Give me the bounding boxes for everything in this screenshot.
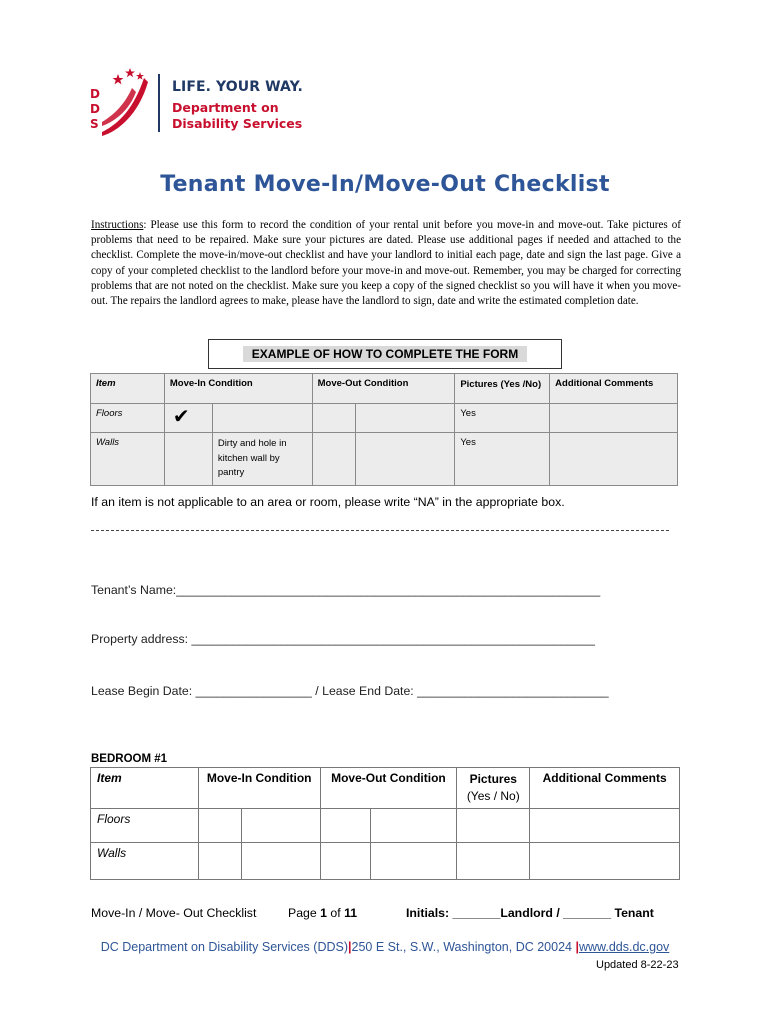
example-header-move-in: Move-In Condition bbox=[164, 374, 312, 404]
example-row-move-out-a bbox=[312, 433, 355, 486]
bedroom-header-move-out: Move-Out Condition bbox=[320, 768, 457, 809]
separator-line bbox=[91, 530, 669, 531]
footer-document-title: Move-In / Move- Out Checklist bbox=[91, 906, 257, 920]
example-row-pictures: Yes bbox=[455, 433, 550, 486]
instructions-paragraph bbox=[91, 218, 681, 309]
bedroom-cell-move-out-check[interactable] bbox=[320, 843, 371, 880]
bedroom-row-walls bbox=[91, 843, 680, 880]
footer-separator: | bbox=[348, 940, 352, 954]
example-row-pictures: Yes bbox=[455, 404, 550, 433]
bedroom-row-item: Floors bbox=[91, 809, 199, 843]
dds-logo-icon bbox=[88, 66, 150, 138]
logo-letter-s: S bbox=[90, 117, 99, 131]
logo-letter-d1: D bbox=[90, 87, 100, 101]
bedroom-heading: BEDROOM #1 bbox=[91, 753, 168, 765]
example-row-move-in-check bbox=[164, 433, 212, 486]
bedroom-header-pictures-label: Pictures bbox=[469, 772, 517, 786]
checkmark-icon: ✔ bbox=[164, 404, 212, 433]
logo-divider bbox=[158, 74, 160, 132]
example-row-move-out-a bbox=[312, 404, 355, 433]
logo-letter-d2: D bbox=[90, 102, 100, 116]
bedroom-cell-move-in-note[interactable] bbox=[241, 843, 320, 880]
page-title: Tenant Move-In/Move-Out Checklist bbox=[160, 172, 610, 197]
example-header-row bbox=[91, 374, 678, 404]
example-row-comments bbox=[550, 433, 678, 486]
bedroom-cell-move-out-note[interactable] bbox=[371, 809, 457, 843]
footer-contact bbox=[0, 940, 770, 954]
bedroom-header-pictures-options: (Yes / No) bbox=[466, 789, 520, 803]
bedroom-header-row bbox=[91, 768, 680, 809]
bedroom-cell-comments[interactable] bbox=[530, 809, 680, 843]
example-header-move-out: Move-Out Condition bbox=[312, 374, 455, 404]
example-row-item: Floors bbox=[91, 404, 165, 433]
example-heading: EXAMPLE OF HOW TO COMPLETE THE FORM bbox=[243, 346, 527, 362]
footer-page-total: 11 bbox=[344, 906, 358, 920]
example-heading-box bbox=[208, 339, 562, 369]
example-row-walls bbox=[91, 433, 678, 486]
footer-website-link[interactable]: www.dds.dc.gov bbox=[578, 940, 670, 954]
footer-page-label: Page bbox=[288, 906, 321, 920]
footer-page-number bbox=[288, 906, 357, 920]
footer-page-current: 1 bbox=[320, 906, 327, 920]
example-header-item: Item bbox=[91, 374, 165, 404]
bedroom-header-item: Item bbox=[91, 768, 199, 809]
bedroom-cell-move-out-note[interactable] bbox=[371, 843, 457, 880]
lease-dates-field[interactable]: Lease Begin Date: _________________ / Lease End Date: ____________________________ bbox=[91, 684, 609, 698]
example-table bbox=[90, 373, 678, 486]
bedroom-cell-move-in-check[interactable] bbox=[198, 809, 241, 843]
footer-organization: DC Department on Disability Services (DDS) bbox=[100, 940, 348, 954]
bedroom-header-pictures bbox=[457, 768, 530, 809]
example-header-pictures: Pictures (Yes /No) bbox=[455, 374, 550, 404]
bedroom-table bbox=[90, 767, 680, 880]
instructions-text: : Please use this form to record the condition of your rental unit before you move-in and move-out. Take pictures of problems that need to be repaired. Make sure your pictures are dated. Please use additional pages if needed and attached to the checklist. Complete the move-in/move-out checklist and have your landlord to initial each page, date and sign the last page. Give a copy of your completed checklist to the landlord before your move-in and move-out. Remember, you may be charged for correcting problems that are not noted on the checklist. Make sure you keep a copy of the signed checklist so you will have it when you move-out. The repairs the landlord agrees to make, please have the landlord to sign, date and write the estimated completion date. bbox=[91, 219, 681, 308]
example-row-move-in-note: Dirty and hole in kitchen wall by pantry bbox=[212, 433, 312, 486]
bedroom-cell-pictures[interactable] bbox=[457, 843, 530, 880]
logo-department-line2: Disability Services bbox=[172, 116, 303, 131]
example-row-move-out-b bbox=[355, 433, 455, 486]
bedroom-cell-pictures[interactable] bbox=[457, 809, 530, 843]
bedroom-row-floors bbox=[91, 809, 680, 843]
footer-separator: | bbox=[575, 940, 579, 954]
footer-address: 250 E St., S.W., Washington, DC 20024 bbox=[351, 940, 572, 954]
example-row-floors bbox=[91, 404, 678, 433]
example-header-comments: Additional Comments bbox=[550, 374, 678, 404]
footer-page-of: of bbox=[326, 906, 345, 920]
logo-department-line1: Department on bbox=[172, 100, 279, 115]
tenant-name-field[interactable]: Tenant’s Name:______________________________________________________________ bbox=[91, 583, 601, 597]
bedroom-header-comments: Additional Comments bbox=[530, 768, 680, 809]
bedroom-header-move-in: Move-In Condition bbox=[198, 768, 320, 809]
na-note: If an item is not applicable to an area or room, please write “NA” in the appropriate box. bbox=[91, 495, 565, 509]
updated-date: Updated 8-22-23 bbox=[596, 959, 679, 971]
bedroom-cell-move-out-check[interactable] bbox=[320, 809, 371, 843]
bedroom-cell-move-in-note[interactable] bbox=[241, 809, 320, 843]
bedroom-cell-move-in-check[interactable] bbox=[198, 843, 241, 880]
instructions-label: Instructions bbox=[91, 219, 144, 231]
bedroom-row-item: Walls bbox=[91, 843, 199, 880]
footer-initials[interactable]: Initials: _______Landlord / _______ Tenant bbox=[406, 906, 654, 920]
logo-tagline: LIFE. YOUR WAY. bbox=[172, 79, 303, 95]
example-row-move-in-note bbox=[212, 404, 312, 433]
example-row-comments bbox=[550, 404, 678, 433]
property-address-field[interactable]: Property address: ___________________________________________________________ bbox=[91, 632, 595, 646]
example-row-move-out-b bbox=[355, 404, 455, 433]
example-row-item: Walls bbox=[91, 433, 165, 486]
bedroom-cell-comments[interactable] bbox=[530, 843, 680, 880]
